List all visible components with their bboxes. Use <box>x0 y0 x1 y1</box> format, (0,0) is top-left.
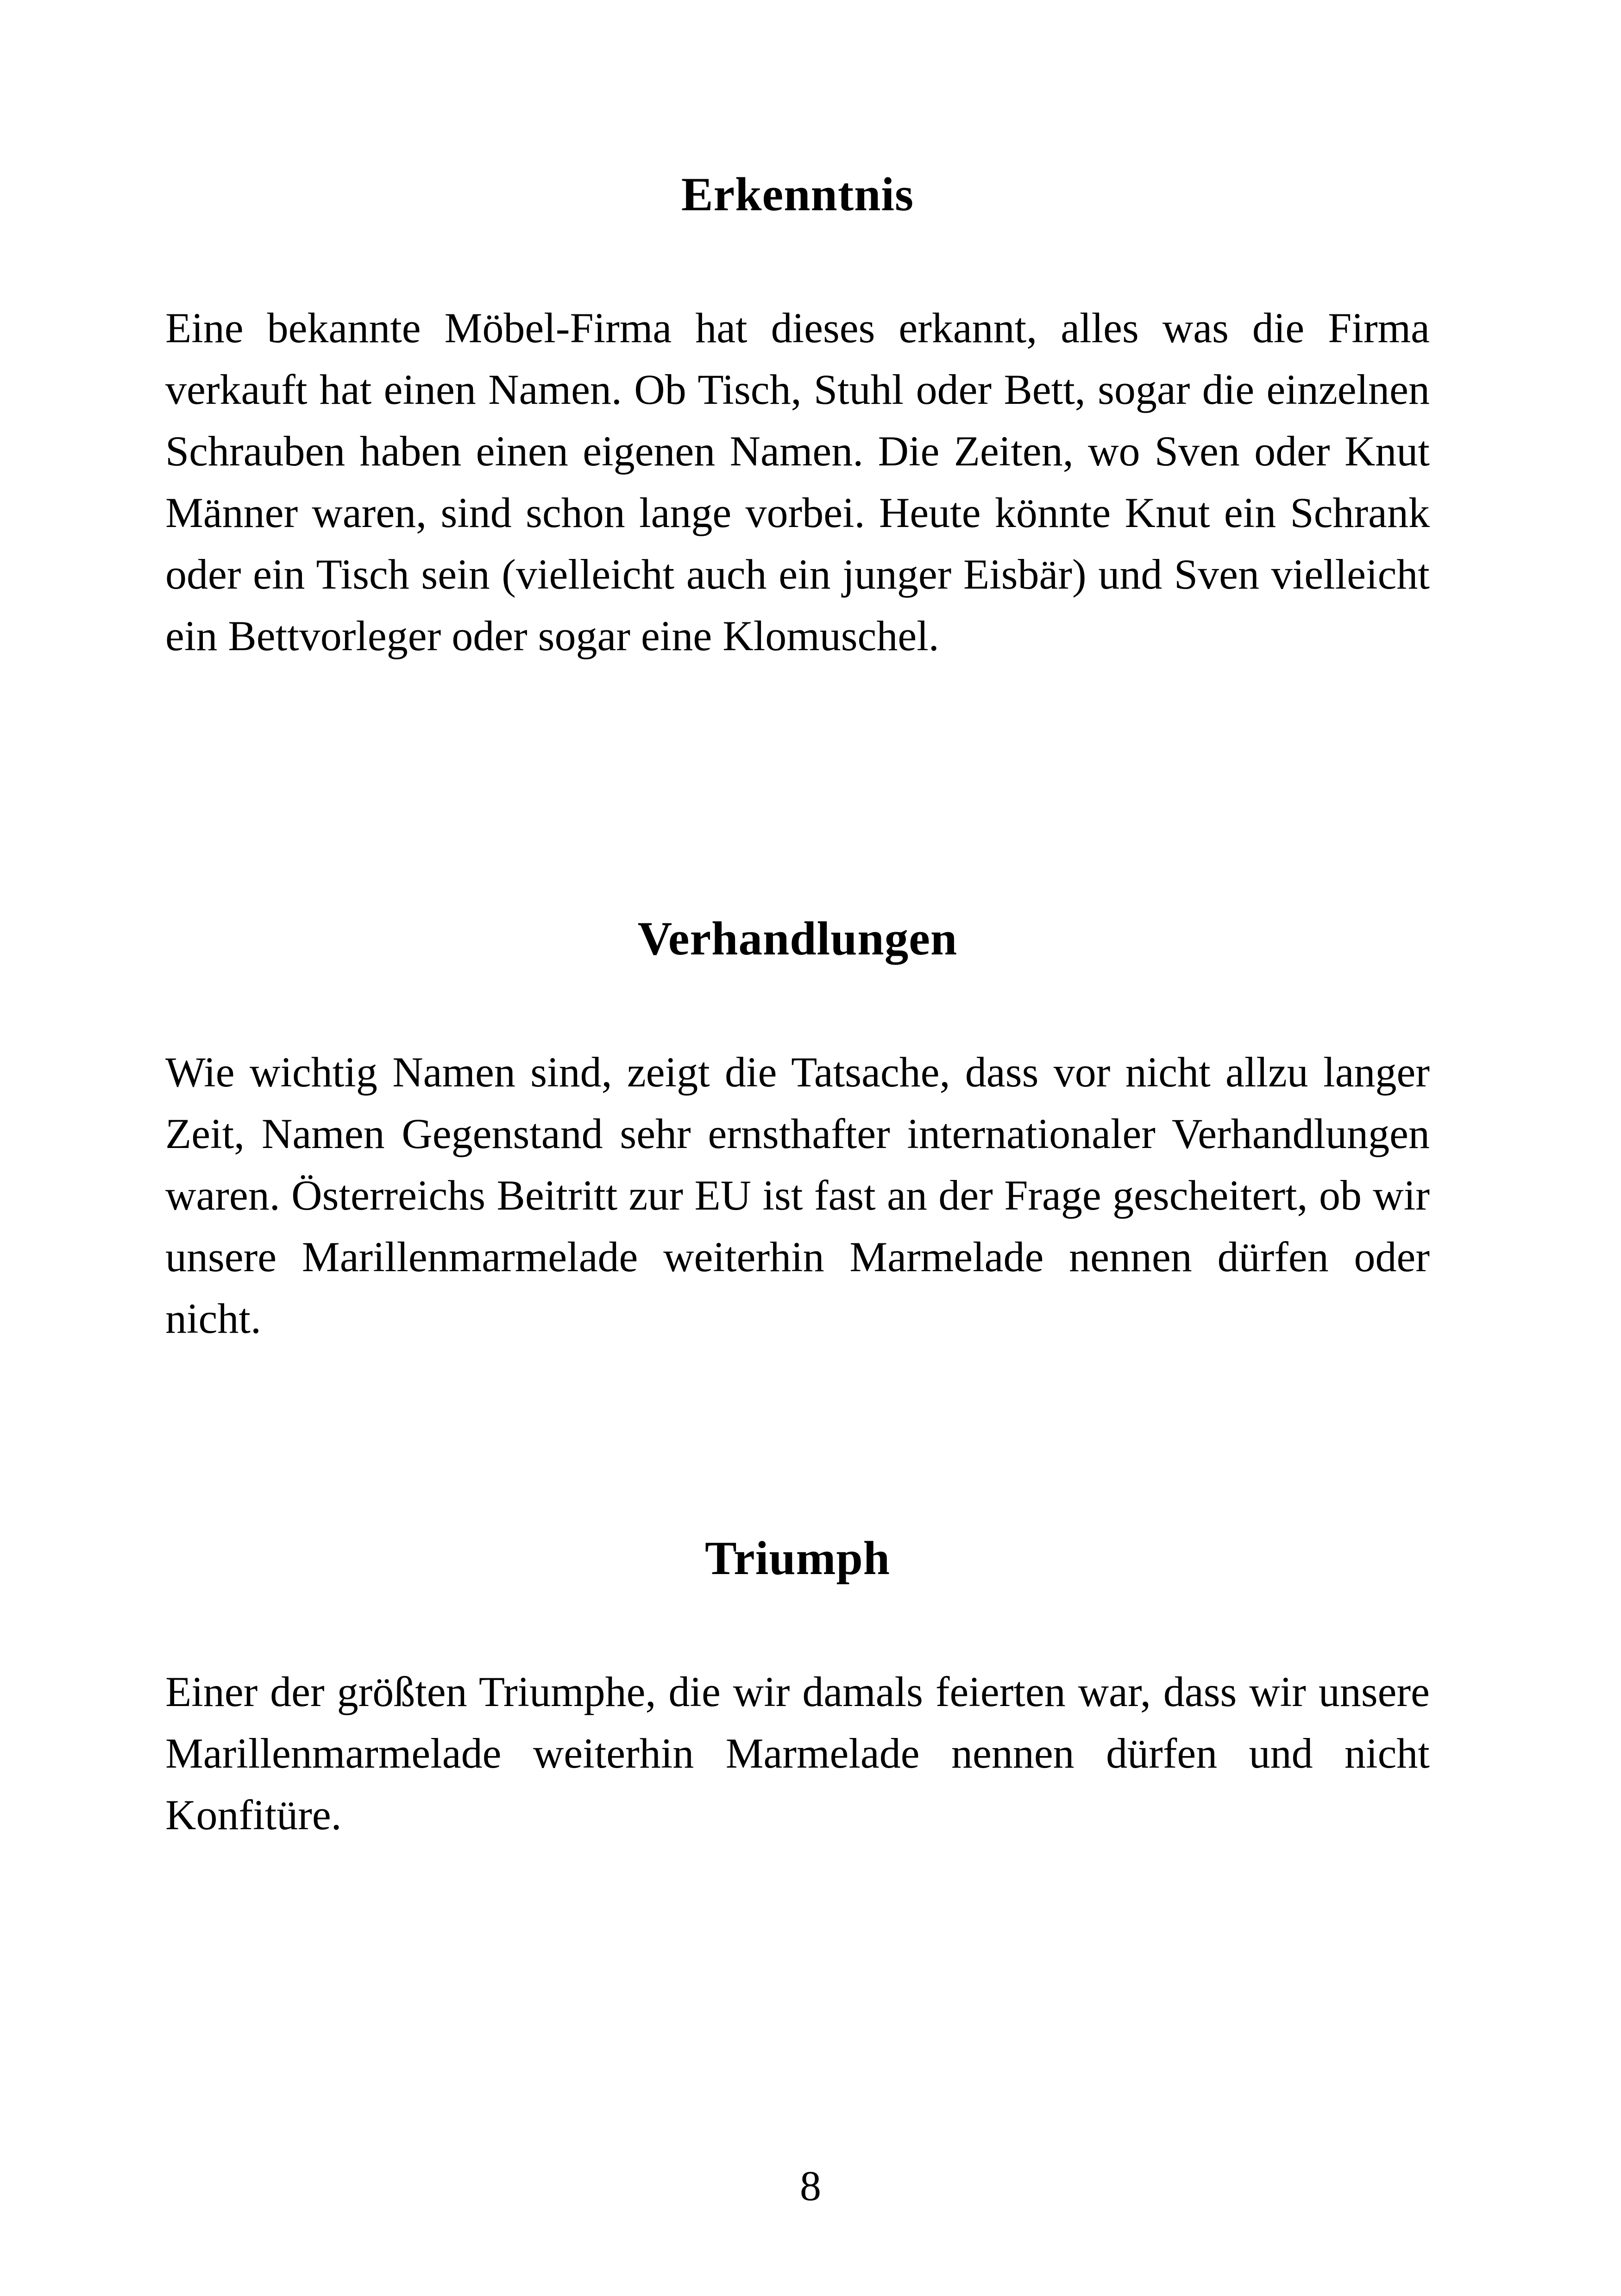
section-paragraph: Eine bekannte Möbel-Firma hat dieses erkannt, alles was die Firma verkauft hat einen Namen. Ob Tisch, Stuhl oder Bett, sogar die einzelnen Schrauben haben einen eigenen Namen. Die Zeiten, wo Sven oder Knut Männer waren, sind schon lange vorbei. Heute könnte Knut ein Schrank oder ein Tisch sein (vielleicht auch ein junger Eisbär) und Sven vielleicht ein Bettvorleger oder sogar eine Klomuschel. <box>165 304 1430 659</box>
section-heading: Erkenntnis <box>681 168 914 221</box>
page-number: 8 <box>800 2162 821 2209</box>
section-verhandlungen <box>165 911 1430 1349</box>
section-heading: Verhandlungen <box>637 912 958 965</box>
section-paragraph: Einer der größten Triumphe, die wir damals feierten war, dass wir unsere Marillenmarmelade weiterhin Marmelade nennen dürfen und nicht Konfitüre. <box>165 1668 1430 1838</box>
section-erkenntnis <box>165 167 1430 667</box>
section-heading: Triumph <box>704 1532 891 1585</box>
section-paragraph: Wie wichtig Namen sind, zeigt die Tatsache, dass vor nicht allzu langer Zeit, Namen Gegenstand sehr ernsthafter internationaler Verhandlungen waren. Österreichs Beitritt zur EU ist fast an der Frage gescheitert, ob wir unsere Marillenmarmelade weiterhin Marmelade nennen dürfen oder nicht. <box>165 1048 1430 1342</box>
section-triumph <box>165 1531 1430 1846</box>
